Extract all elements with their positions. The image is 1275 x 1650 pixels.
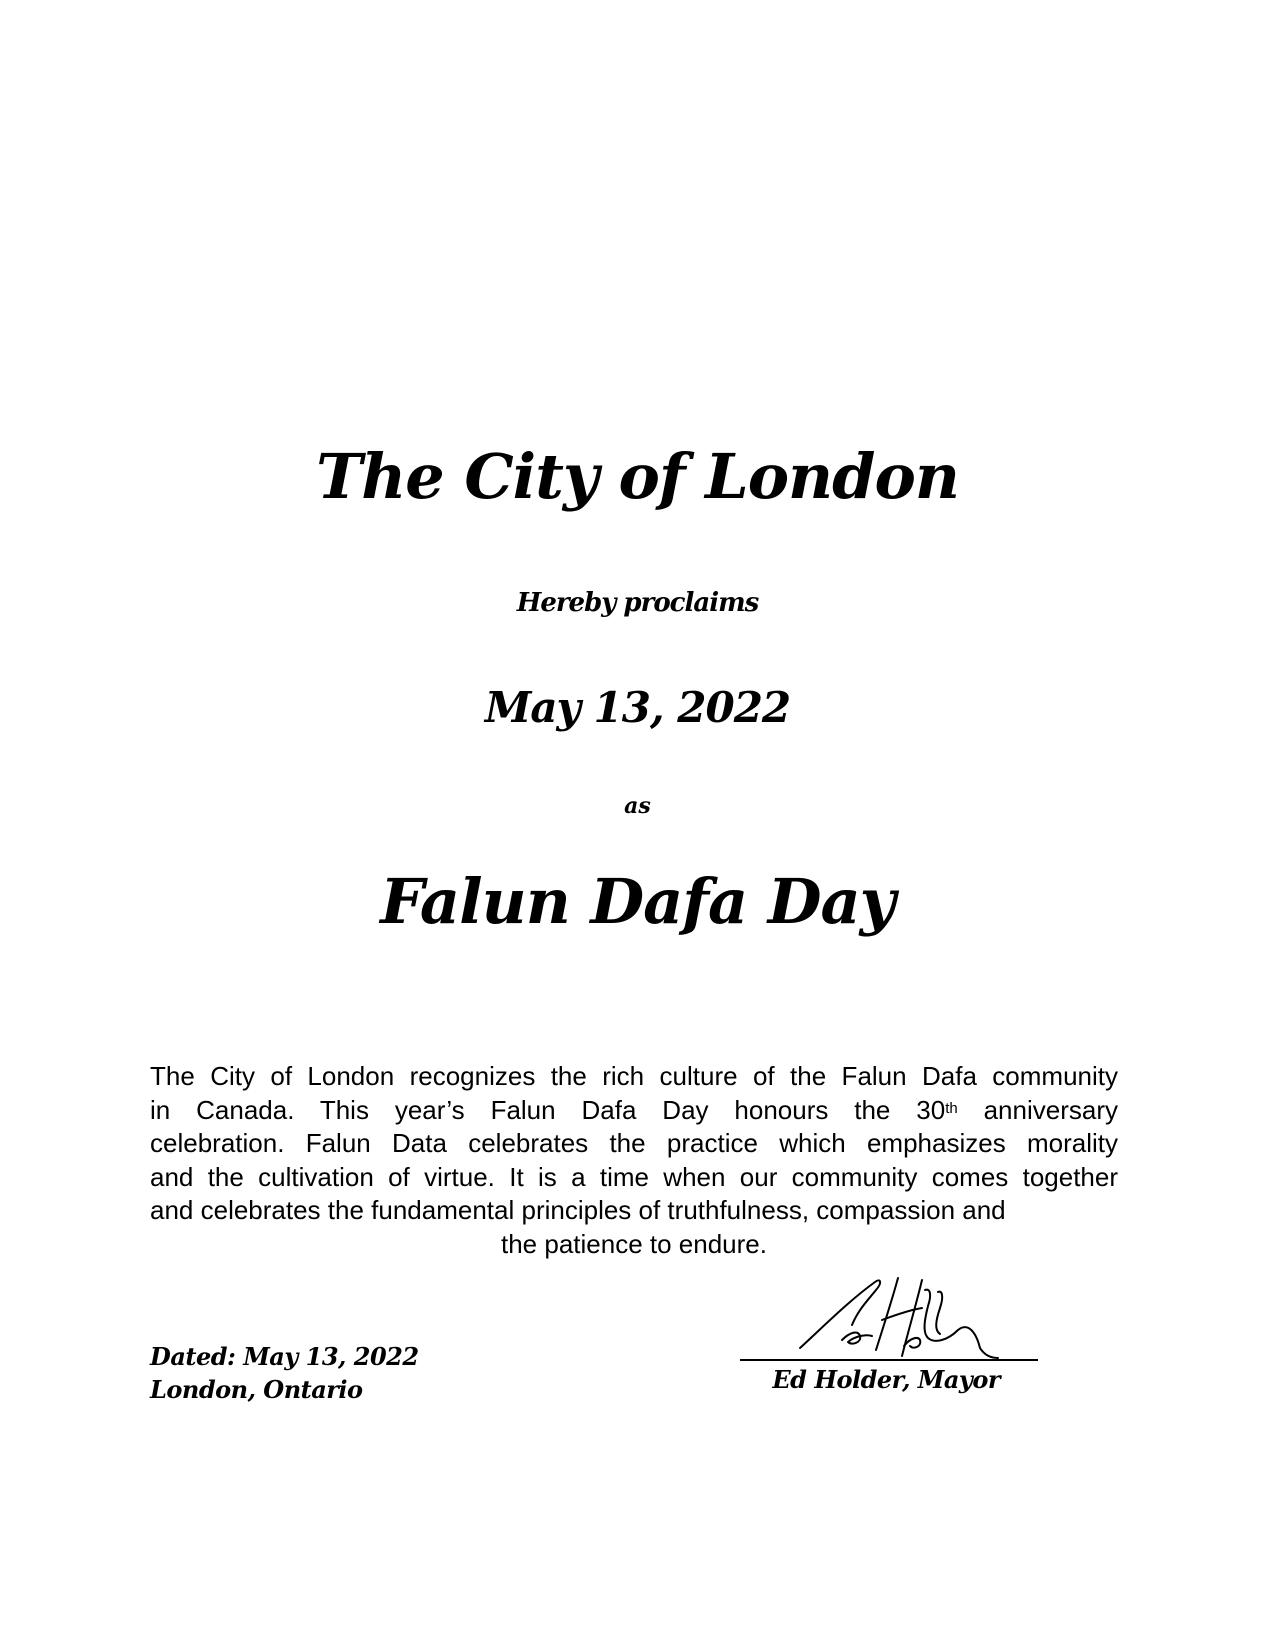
proclaims-text: Hereby proclaims — [516, 588, 759, 618]
document-title: The City of London — [316, 440, 959, 513]
proclaimed-day: Falun Dafa Day — [380, 865, 895, 938]
body-line-part: in Canada. This year’s Falun Dafa Day honours the 30 — [150, 1094, 946, 1125]
handwritten-signature — [780, 1270, 1000, 1370]
body-line: The City of London recognizes the rich culture of the Falun Dafa community — [150, 1061, 1118, 1091]
body-line — [150, 1094, 1118, 1128]
body-line: and the cultivation of virtue. It is a time when our community comes together — [150, 1161, 1118, 1192]
body-line: and celebrates the fundamental principles of truthfulness, compassion and — [150, 1195, 1006, 1225]
body-line: celebration. Falun Data celebrates the practice which emphasizes morality — [150, 1128, 1118, 1158]
location-text: London, Ontario — [150, 1375, 363, 1404]
proclamation-date: May 13, 2022 — [484, 683, 791, 732]
body-line-part: anniversary — [957, 1094, 1118, 1125]
dated-block — [150, 1340, 419, 1406]
body-line: the patience to endure. — [501, 1228, 767, 1259]
dated-text: Dated: May 13, 2022 — [150, 1342, 419, 1371]
signatory-name: Ed Holder, Mayor — [772, 1365, 1000, 1394]
proclamation-body — [150, 1060, 1118, 1261]
signature-line — [740, 1359, 1038, 1361]
ordinal-suffix: th — [945, 1099, 958, 1117]
signature-block — [740, 1270, 1040, 1410]
connector-text: as — [624, 793, 651, 819]
